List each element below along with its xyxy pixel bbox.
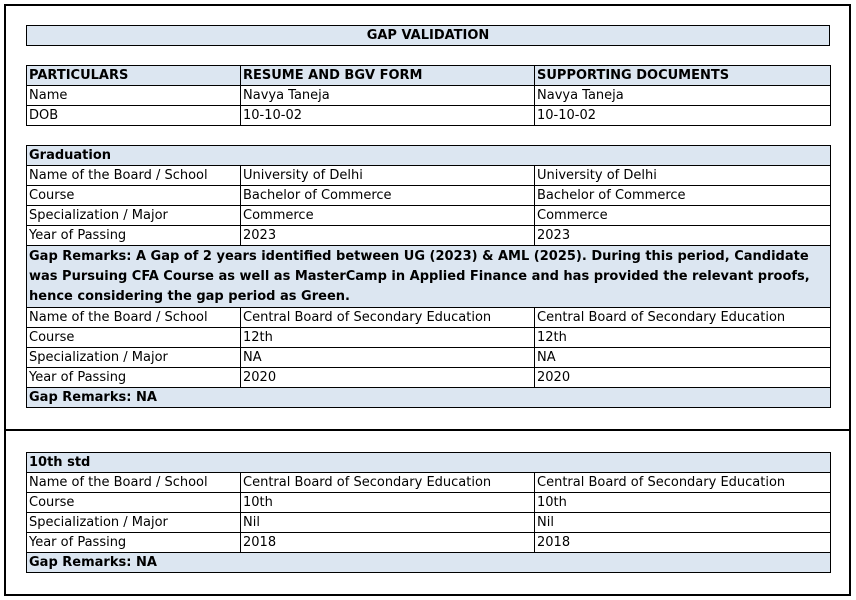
particulars-header: PARTICULARS xyxy=(27,66,241,86)
graduation-gap-remarks: Gap Remarks: A Gap of 2 years identified between UG (2023) & AML (2025). During this period, Candidate was Pursuing CFA Course as well as MasterCamp in Applied Finance and has provided the relevant proofs, hence considering the gap period as Green. xyxy=(27,246,831,308)
resume-value: 10th xyxy=(241,493,535,513)
row-label: Name of the Board / School xyxy=(27,473,241,493)
supporting-value: 2020 xyxy=(535,368,831,388)
resume-value: NA xyxy=(241,348,535,368)
resume-value: 12th xyxy=(241,328,535,348)
resume-value: 2018 xyxy=(241,533,535,553)
table-row xyxy=(27,106,831,126)
supporting-value: Central Board of Secondary Education xyxy=(535,473,831,493)
table-row xyxy=(27,308,831,328)
supporting-value: 2023 xyxy=(535,226,831,246)
resume-value: Central Board of Secondary Education xyxy=(241,473,535,493)
supporting-header: SUPPORTING DOCUMENTS xyxy=(535,66,831,86)
supporting-value: Nil xyxy=(535,513,831,533)
supporting-value: 2018 xyxy=(535,533,831,553)
table-row xyxy=(27,493,831,513)
row-label: Specialization / Major xyxy=(27,206,241,226)
title-table xyxy=(26,25,830,46)
table-row xyxy=(27,348,831,368)
row-label: Name of the Board / School xyxy=(27,308,241,328)
resume-value: 2020 xyxy=(241,368,535,388)
row-label: Year of Passing xyxy=(27,533,241,553)
graduation-heading: Graduation xyxy=(27,146,831,166)
resume-value: 10-10-02 xyxy=(241,106,535,126)
row-label: Specialization / Major xyxy=(27,513,241,533)
row-label: Name of the Board / School xyxy=(27,166,241,186)
resume-value: Commerce xyxy=(241,206,535,226)
row-label: Year of Passing xyxy=(27,368,241,388)
row-label: DOB xyxy=(27,106,241,126)
resume-value: University of Delhi xyxy=(241,166,535,186)
resume-header: RESUME AND BGV FORM xyxy=(241,66,535,86)
tenth-gap-remarks: Gap Remarks: NA xyxy=(27,553,831,573)
section-separator xyxy=(4,429,851,431)
row-label: Specialization / Major xyxy=(27,348,241,368)
supporting-value: 12th xyxy=(535,328,831,348)
supporting-value: NA xyxy=(535,348,831,368)
table-row xyxy=(27,166,831,186)
table-row xyxy=(27,86,831,106)
tenth-heading: 10th std xyxy=(27,453,831,473)
resume-value: 2023 xyxy=(241,226,535,246)
row-label: Course xyxy=(27,493,241,513)
supporting-value: 10th xyxy=(535,493,831,513)
supporting-value: Bachelor of Commerce xyxy=(535,186,831,206)
table-row xyxy=(27,533,831,553)
row-label: Name xyxy=(27,86,241,106)
resume-value: Bachelor of Commerce xyxy=(241,186,535,206)
table-row xyxy=(27,206,831,226)
table-row xyxy=(27,368,831,388)
supporting-value: Central Board of Secondary Education xyxy=(535,308,831,328)
header-row xyxy=(27,66,831,86)
row-label: Year of Passing xyxy=(27,226,241,246)
page-title: GAP VALIDATION xyxy=(27,26,830,46)
table-row xyxy=(27,513,831,533)
table-row xyxy=(27,328,831,348)
supporting-value: University of Delhi xyxy=(535,166,831,186)
row-label: Course xyxy=(27,186,241,206)
table-row xyxy=(27,473,831,493)
supporting-value: Navya Taneja xyxy=(535,86,831,106)
resume-value: Navya Taneja xyxy=(241,86,535,106)
tenth-table xyxy=(26,452,831,573)
table-row xyxy=(27,226,831,246)
supporting-value: Commerce xyxy=(535,206,831,226)
table-row xyxy=(27,186,831,206)
supporting-value: 10-10-02 xyxy=(535,106,831,126)
twelfth-gap-remarks: Gap Remarks: NA xyxy=(27,388,831,408)
resume-value: Nil xyxy=(241,513,535,533)
personal-table xyxy=(26,65,831,126)
row-label: Course xyxy=(27,328,241,348)
resume-value: Central Board of Secondary Education xyxy=(241,308,535,328)
education-table xyxy=(26,145,831,408)
